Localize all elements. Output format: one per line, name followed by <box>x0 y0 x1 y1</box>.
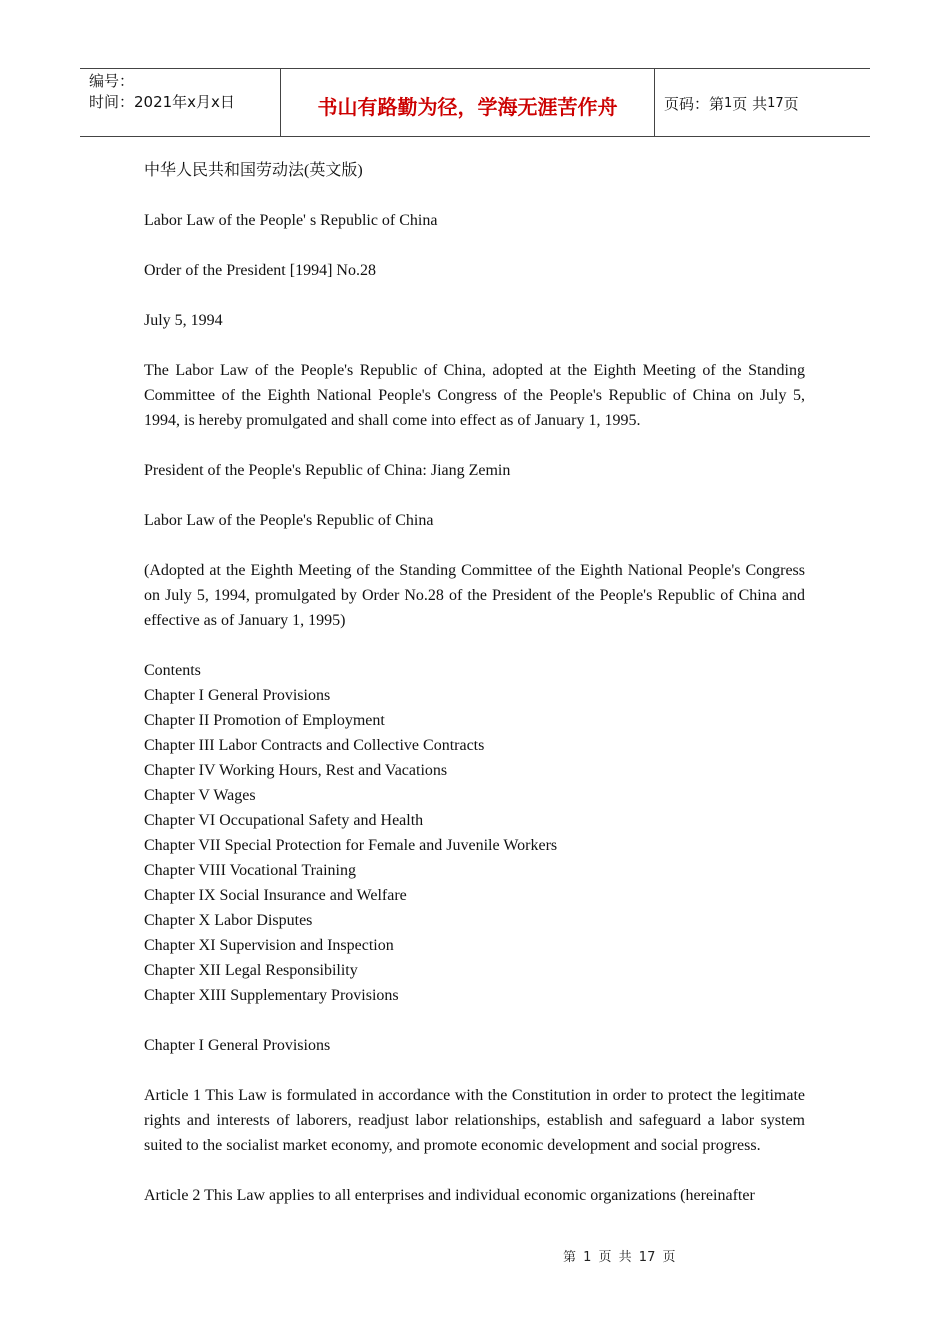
promulgation-paragraph: The Labor Law of the People's Republic of China, adopted at the Eighth Meeting of the Standing Committee of the Eighth National People's Congress of the People's Republic of China on July 5, 1994, is hereby promulgated and shall come into effect as of January 1, 1995. <box>144 362 805 429</box>
page-suffix: 页 <box>783 95 799 113</box>
order-date: July 5, 1994 <box>144 312 223 329</box>
toc-item: Chapter V Wages <box>144 787 256 804</box>
table-of-contents <box>144 658 805 1008</box>
president-line: President of the People's Republic of China: Jiang Zemin <box>144 462 511 479</box>
toc-item: Chapter XII Legal Responsibility <box>144 962 358 979</box>
presidential-order: Order of the President [1994] No.28 <box>144 262 376 279</box>
page-total: 17 <box>767 96 784 111</box>
header-page-info <box>655 69 870 136</box>
toc-item: Chapter XI Supervision and Inspection <box>144 937 394 954</box>
toc-item: Chapter I General Provisions <box>144 687 331 704</box>
document-body <box>144 158 805 1233</box>
title-english: Labor Law of the People' s Republic of China <box>144 212 438 229</box>
adoption-note: (Adopted at the Eighth Meeting of the Standing Committee of the Eighth National People's Congress on July 5, 1994, promulgated by Order No.28 of the President of the People's Republic of China and effective as of January 1, 1995) <box>144 562 805 629</box>
page-mid: 页 共 <box>732 95 768 113</box>
toc-item: Chapter XIII Supplementary Provisions <box>144 987 399 1004</box>
contents-heading: Contents <box>144 662 201 679</box>
header-meta <box>80 69 281 136</box>
page-footer: 第 1 页 共 17 页 <box>563 1250 676 1265</box>
chapter-heading: Chapter I General Provisions <box>144 1037 331 1054</box>
toc-item: Chapter IX Social Insurance and Welfare <box>144 887 407 904</box>
number-label: 编号： <box>89 72 135 90</box>
page-header <box>80 68 870 137</box>
toc-item: Chapter IV Working Hours, Rest and Vacations <box>144 762 448 779</box>
toc-item: Chapter X Labor Disputes <box>144 912 313 929</box>
header-motto: 书山有路勤为径，学海无涯苦作舟 <box>281 69 655 136</box>
article-1: Article 1 This Law is formulated in accordance with the Constitution in order to protect the legitimate rights and interests of laborers, readjust labor relationships, establish and safeguard a labor system suited to the socialist market economy, and promote economic development and social progress. <box>144 1087 805 1154</box>
toc-item: Chapter VII Special Protection for Female and Juvenile Workers <box>144 837 558 854</box>
article-2: Article 2 This Law applies to all enterprises and individual economic organizations (hereinafter <box>144 1187 755 1204</box>
toc-item: Chapter II Promotion of Employment <box>144 712 385 729</box>
toc-item: Chapter III Labor Contracts and Collective Contracts <box>144 737 485 754</box>
toc-item: Chapter VI Occupational Safety and Health <box>144 812 424 829</box>
toc-item: Chapter VIII Vocational Training <box>144 862 356 879</box>
time-label: 时间：2021年x月x日 <box>89 93 235 111</box>
title-chinese: 中华人民共和国劳动法(英文版) <box>144 162 363 179</box>
page-prefix: 页码：第 <box>664 95 725 113</box>
law-title: Labor Law of the People's Republic of China <box>144 512 434 529</box>
page-current: 1 <box>724 96 733 111</box>
